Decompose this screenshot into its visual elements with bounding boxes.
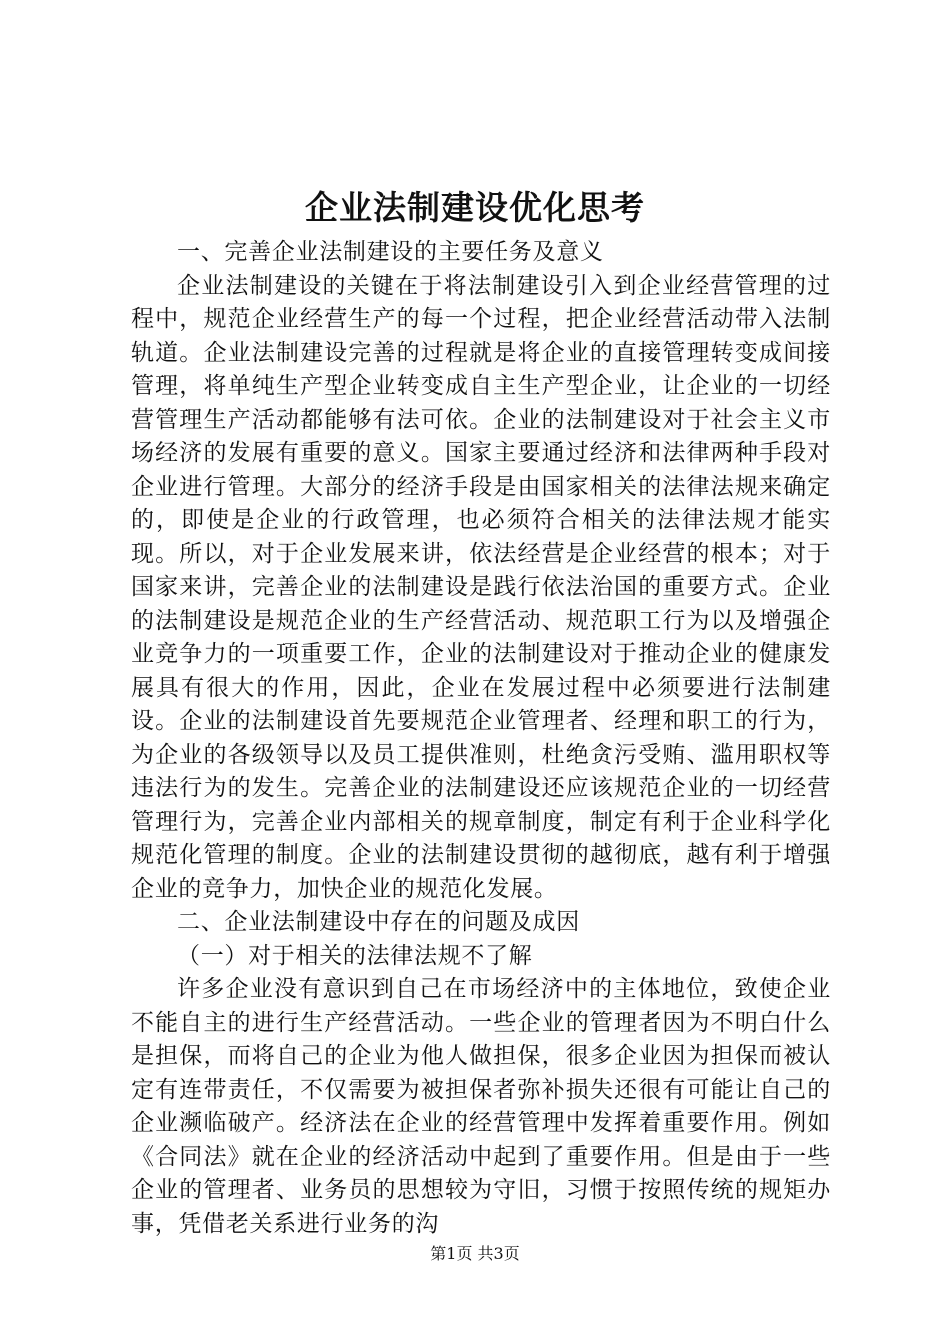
subsection-heading-1: （一）对于相关的法律法规不了解 [177, 942, 533, 969]
paragraph-2: 许多企业没有意识到自己在市场经济中的主体地位，致使企业不能自主的进行生产经营活动。一些企业的管理者因为不明白什么是担保，而将自己的企业为他人做担保，很多企业因为担保而被认定有连带责任，不仅需要为被担保者弥补损失还很有可能让自己的企业濒临破产。经济法在企业的经营管理中发挥着重要作用。例如《合同法》就在企业的经济活动中起到了重要作用。但是由于一些企业的管理者、业务员的思想较为守旧，习惯于按照传统的规矩办事，凭借老关系进行业务的沟 [131, 976, 831, 1237]
page-footer: 第1页 共3页 [430, 1244, 520, 1263]
document-title: 企业法制建设优化思考 [305, 188, 645, 227]
paragraph-1: 企业法制建设的关键在于将法制建设引入到企业经营管理的过程中，规范企业经营生产的每一个过程，把企业经营活动带入法制轨道。企业法制建设完善的过程就是将企业的直接管理转变成间接管理，将单纯生产型企业转变成自主生产型企业，让企业的一切经营管理生产活动都能够有法可依。企业的法制建设对于社会主义市场经济的发展有重要的意义。国家主要通过经济和法律两种手段对企业进行管理。大部分的经济手段是由国家相关的法律法规来确定的，即使是企业的行政管理，也必须符合相关的法律法规才能实现。所以，对于企业发展来讲，依法经营是企业经营的根本；对于国家来讲，完善企业的法制建设是践行依法治国的重要方式。企业的法制建设是规范企业的生产经营活动、规范职工行为以及增强企业竞争力的一项重要工作，企业的法制建设对于推动企业的健康发展具有很大的作用，因此，企业在发展过程中必须要进行法制建设。企业的法制建设首先要规范企业管理者、经理和职工的行为，为企业的各级领导以及员工提供准则，杜绝贪污受贿、滥用职权等违法行为的发生。完善企业的法制建设还应该规范企业的一切经营管理行为，完善企业内部相关的规章制度，制定有利于企业科学化规范化管理的制度。企业的法制建设贯彻的越彻底，越有利于增强企业的竞争力，加快企业的规范化发展。 [131, 272, 831, 902]
section-heading-2: 二、企业法制建设中存在的问题及成因 [177, 909, 580, 935]
document-body [131, 236, 831, 1241]
section-heading-1: 一、完善企业法制建设的主要任务及意义 [177, 239, 604, 265]
